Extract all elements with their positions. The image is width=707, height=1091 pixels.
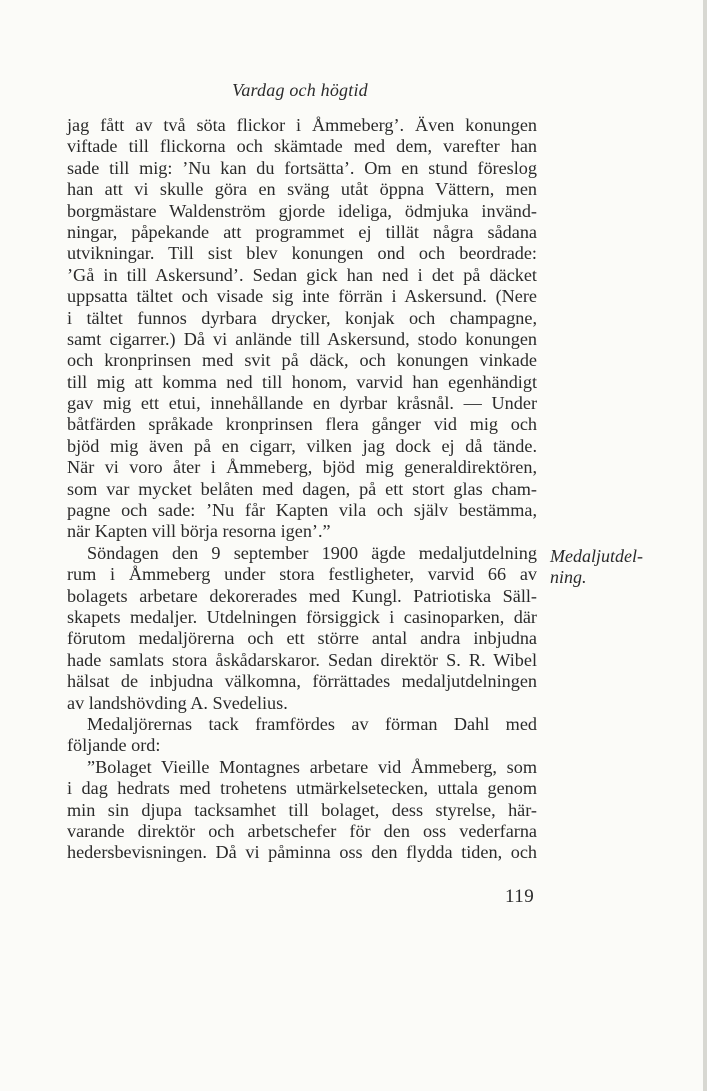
text-line: pagne och sade: ’Nu får Kapten vila och själv bestämma, [67,500,537,521]
text-line: ningar, påpekande att programmet ej tillät några sådana [67,221,537,242]
text-line: han att vi skulle göra en sväng utåt öppna Vättern, men [67,179,537,200]
text-line: båtfärden språkade kronprinsen flera gånger vid mig och [67,414,537,435]
text-line: ’Gå in till Askersund’. Sedan gick han ned i det på däcket [67,264,537,285]
text-line: uppsatta tältet och visade sig inte förrän i Askersund. (Nere [67,286,537,307]
text-line: till mig att komma ned till honom, varvid han egenhändigt [67,371,537,392]
text-line: hälsat de inbjudna välkomna, förrättades medaljutdelningen [67,671,537,692]
text-line: när Kapten vill börja resorna igen’.” [67,521,331,542]
text-line: rum i Åmmeberg under stora festligheter, varvid 66 av [67,564,537,585]
text-line: Söndagen den 9 september 1900 ägde medaljutdelning [87,542,537,563]
text-line: jag fått av två söta flickor i Åmmeberg’. Även konungen [67,115,537,135]
text-line: bjöd mig även på en cigarr, vilken jag dock ej då tände. [67,435,537,456]
text-line: i tältet funnos dyrbara drycker, konjak och champagne, [67,307,537,328]
text-line: skapets medaljer. Utdelningen försiggick i casinoparken, där [67,606,537,627]
text-line: borgmästare Waldenström gjorde ideliga, ödmjuka invänd- [67,200,537,221]
text-line: samt cigarrer.) Då vi anlände till Askersund, stodo konungen [67,328,537,349]
text-line: utvikningar. Till sist blev konungen ond och beordrade: [67,243,537,264]
text-line: Medaljörernas tack framfördes av förman Dahl med [87,713,537,734]
text-line: När vi voro åter i Åmmeberg, bjöd mig generaldirektören, [67,457,537,478]
text-line: bolagets arbetare dekorerades med Kungl. Patriotiska Säll- [67,585,537,606]
text-line: följande ord: [67,735,161,756]
text-line: viftade till flickorna och skämtade med dem, varefter han [67,136,537,157]
margin-note [550,546,700,589]
margin-note-line: ning. [550,567,587,588]
page-edge [703,0,707,1091]
text-line: varande direktör och arbetschefer för den oss vederfarna [67,820,537,841]
text-line: av landshövding A. Svedelius. [67,692,288,713]
text-line: som var mycket belåten med dagen, på ett stort glas cham- [67,478,537,499]
text-line: sade till mig: ’Nu kan du fortsätta’. Om en stund föreslog [67,157,537,178]
body-text [67,115,537,864]
text-line: min sin djupa tacksamhet till bolaget, dess styrelse, här- [67,799,537,820]
text-line: i dag hedrats med trohetens utmärkelsetecken, uttala genom [67,778,537,799]
margin-note-line: Medaljutdel- [550,546,643,566]
text-line: och kronprinsen med svit på däck, och konungen vinkade [67,350,537,371]
text-line: hedersbevisningen. Då vi påminna oss den flydda tiden, och [67,842,537,863]
page-number: 119 [505,886,535,907]
text-line: förutom medaljörerna och ett större antal andra inbjudna [67,628,537,649]
text-line: hade samlats stora åskådarskaror. Sedan direktör S. R. Wibel [67,649,537,670]
running-head: Vardag och högtid [232,80,368,100]
text-line: ”Bolaget Vieille Montagnes arbetare vid Åmmeberg, som [87,756,537,777]
text-line: gav mig ett etui, innehållande en dyrbar kråsnål. — Under [67,393,537,414]
